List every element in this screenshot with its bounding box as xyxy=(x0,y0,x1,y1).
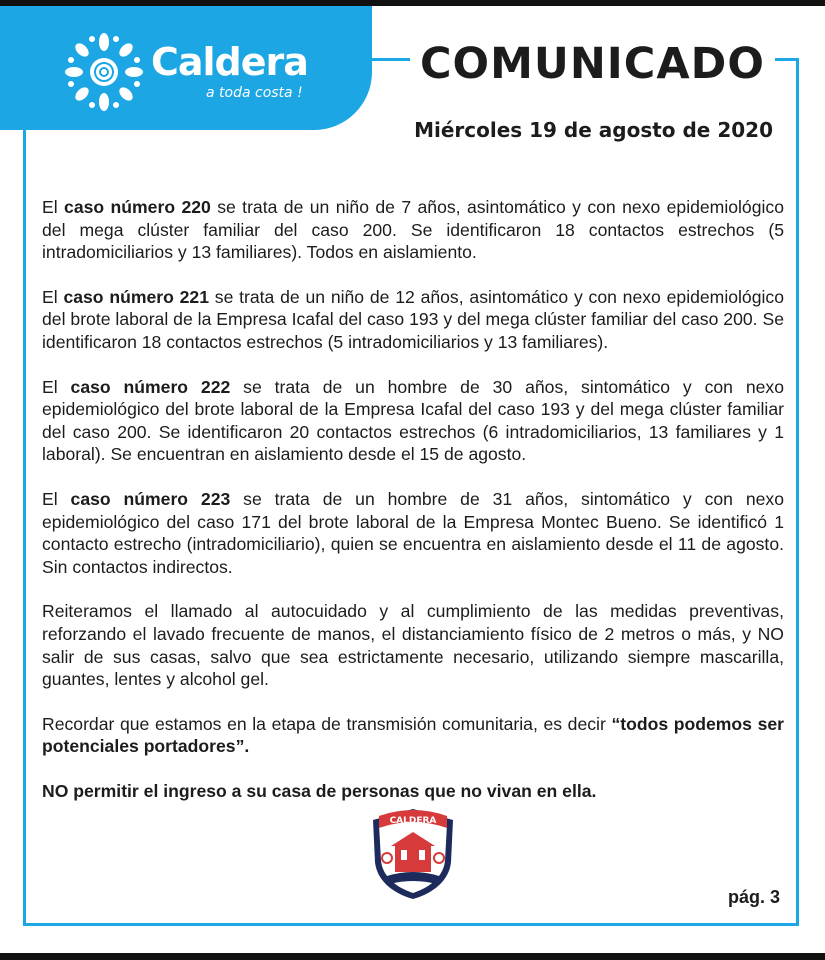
seal-label: CALDERA xyxy=(389,816,437,826)
document-body xyxy=(42,196,784,824)
case-220-paragraph: El caso número 220 se trata de un niño de 7 años, asintomático y con nexo epidemiológico del mega clúster familiar del caso 200. Se identificaron 18 contactos estrechos (5 intradomiciliarios y 13 familiares). Todos en aislamiento. xyxy=(42,197,784,263)
reminder-paragraph: Reiteramos el llamado al autocuidado y al cumplimiento de las medidas preventivas, reforzando el lavado frecuente de manos, el distanciamiento físico de 2 metros o más, y NO salir de sus casas, salvo que sea estrictamente necesario, utilizando siempre mascarilla, guantes, lentes y alcohol gel. xyxy=(42,601,784,690)
case-223-paragraph: El caso número 223 se trata de un hombre de 31 años, sintomático y con nexo epidemiológico del caso 171 del brote laboral de la Empresa Montec Bueno. Se identificó 1 contacto estrecho (intradomiciliario), quien se encuentra en aislamiento desde el 11 de agosto. Sin contactos indirectos. xyxy=(42,488,784,577)
bottom-bar xyxy=(0,953,825,960)
page-title: COMUNICADO xyxy=(420,39,765,89)
recall-paragraph: Recordar que estamos en la etapa de transmisión comunitaria, es decir “todos podemos ser potenciales portadores”. xyxy=(42,713,785,757)
case-221-paragraph: El caso número 221 se trata de un niño de 12 años, asintomático y con nexo epidemiológico del brote laboral de la Empresa Icafal del caso 193 y del mega clúster familiar del caso 200. Se identificaron 18 contactos estrechos (5 intradomiciliarios y 13 familiares). xyxy=(42,286,784,352)
title-wrapper xyxy=(410,38,775,90)
warning-paragraph: NO permitir el ingreso a su casa de personas que no vivan en ella. xyxy=(42,780,597,801)
sun-logo-icon xyxy=(62,30,146,114)
document-date: Miércoles 19 de agosto de 2020 xyxy=(414,118,773,142)
case-222-paragraph: El caso número 222 se trata de un hombre de 30 años, sintomático y con nexo epidemiológico del brote laboral de la Empresa Icafal del caso 193 y del mega clúster familiar del caso 200. Se identificaron 20 contactos estrechos (6 intradomiciliarios, 13 familiares y 1 laboral). Se encuentran en aislamiento desde el 15 de agosto. xyxy=(42,376,784,465)
brand-tagline: a toda costa ! xyxy=(206,85,303,101)
logo-block xyxy=(0,6,372,130)
page-number: pág. 3 xyxy=(727,887,780,907)
municipal-seal-icon xyxy=(365,806,461,902)
brand-name: Caldera xyxy=(151,40,308,84)
